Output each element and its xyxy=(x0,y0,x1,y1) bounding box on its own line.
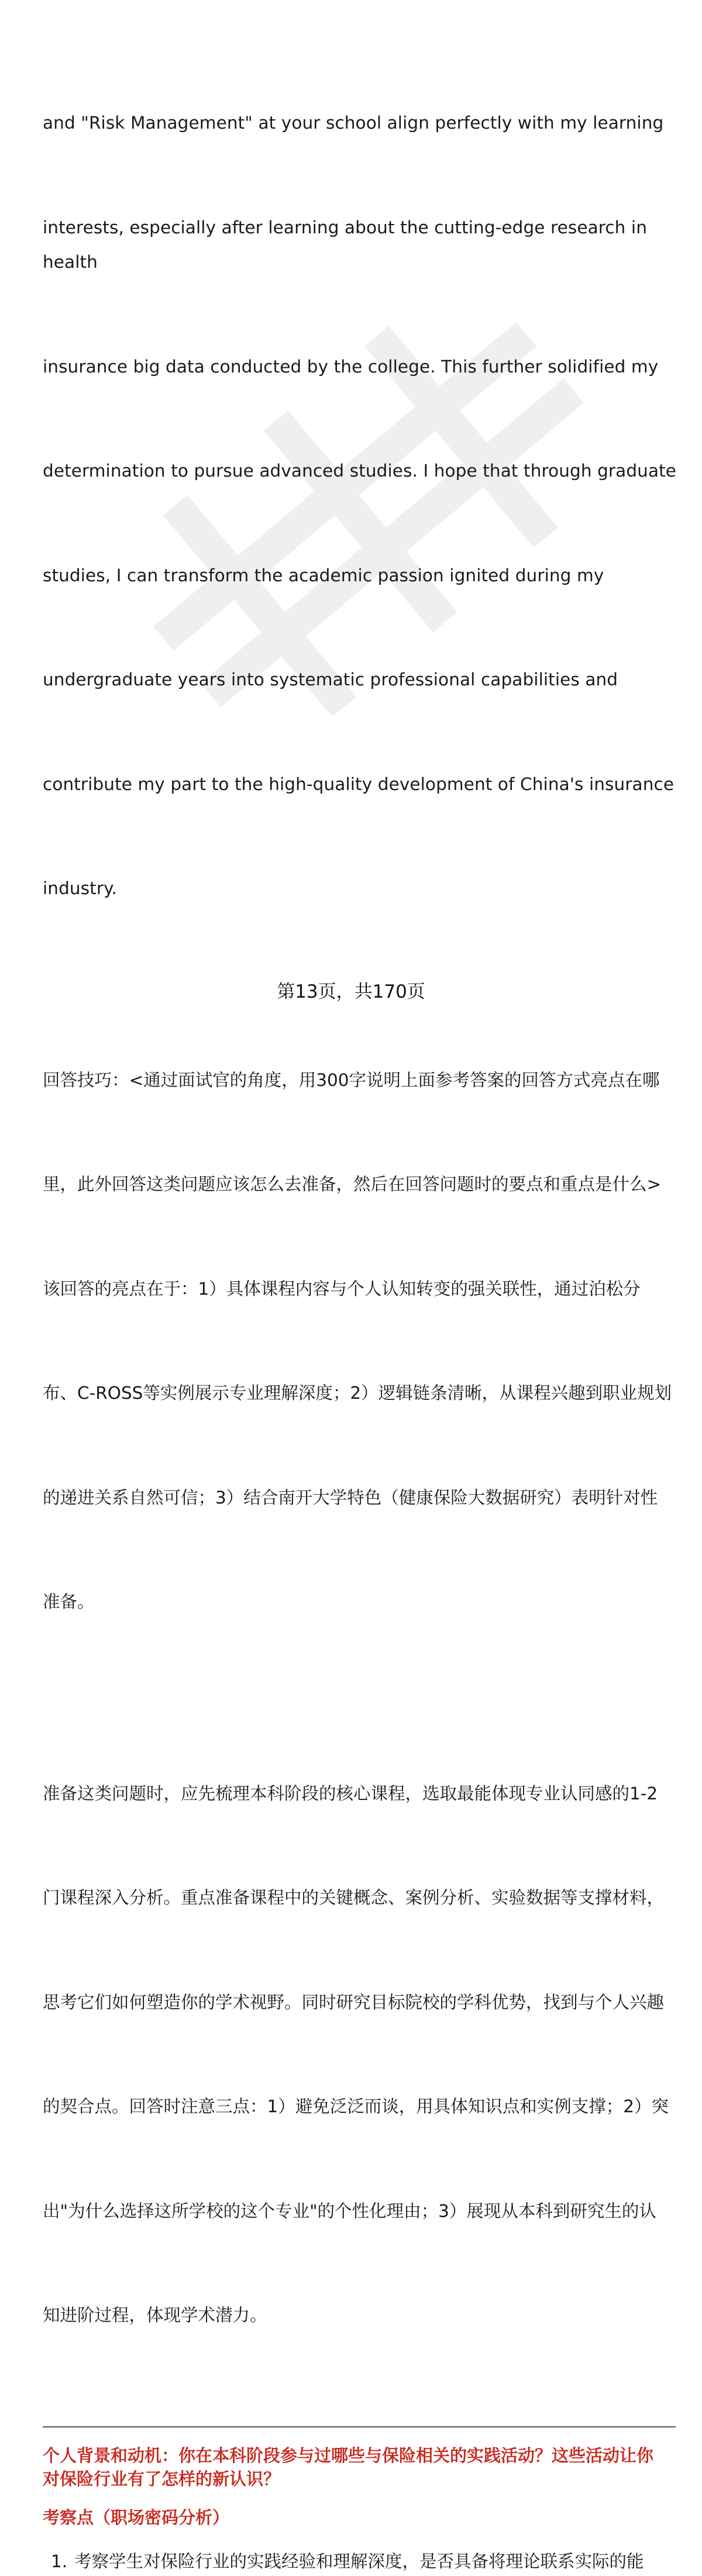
tips-line: 的递进关系自然可信；3）结合南开大学特色（健康保险大数据研究）表明针对性 xyxy=(43,1487,658,1508)
answer-line: determination to pursue advanced studies. I hope that through graduate xyxy=(43,461,677,481)
section-divider xyxy=(43,2426,676,2427)
list-item-text: 考察学生对保险行业的实践经验和理解深度，是否具备将理论联系实际的能 xyxy=(74,2551,644,2571)
answer-line: industry. xyxy=(43,878,117,898)
tips-line: 回答技巧：<通过面试官的角度，用300字说明上面参考答案的回答方式亮点在哪 xyxy=(43,1070,660,1090)
answer-line: contribute my part to the high-quality development of China's insurance xyxy=(43,774,675,794)
list-item-number: 1. xyxy=(51,2551,68,2571)
question-heading xyxy=(43,2444,680,2491)
preparation-paragraph xyxy=(43,1707,680,2403)
prep-line: 思考它们如何塑造你的学术视野。同时研究目标院校的学科优势，找到与个人兴趣 xyxy=(43,1992,665,2012)
assessment-list xyxy=(43,2547,680,2576)
tips-line: 里，此外回答这类问题应该怎么去准备，然后在回答问题时的要点和重点是什么> xyxy=(43,1174,662,1194)
prep-line: 的契合点。回答时注意三点：1）避免泛泛而谈，用具体知识点和实例支撑；2）突 xyxy=(43,2096,669,2116)
answer-line: interests, especially after learning about the cutting-edge research in health xyxy=(43,217,653,272)
answer-line: and "Risk Management" at your school align perfectly with my learning xyxy=(43,113,664,133)
list-item xyxy=(51,2547,680,2576)
tips-line: 准备。 xyxy=(43,1592,95,1612)
answer-line: undergraduate years into systematic professional capabilities and xyxy=(43,670,618,689)
assessment-subheading: 考察点（职场密码分析） xyxy=(43,2507,230,2527)
answer-line: studies, I can transform the academic passion ignited during my xyxy=(43,565,604,585)
question-line: 对保险行业有了怎样的新认识？ xyxy=(43,2468,281,2489)
answer-english-paragraph xyxy=(43,36,680,976)
prep-line: 出"为什么选择这所学校的这个专业"的个性化理由；3）展现从本科到研究生的认 xyxy=(43,2201,656,2221)
answer-line: insurance big data conducted by the college. This further solidified my xyxy=(43,356,659,377)
page-number-footer: 第13页，共170页 xyxy=(277,981,425,1002)
prep-line: 准备这类问题时，应先梳理本科阶段的核心课程，选取最能体现专业认同感的1-2 xyxy=(43,1783,658,1803)
page-content xyxy=(43,36,680,2576)
prep-line: 知进阶过程，体现学术潜力。 xyxy=(43,2305,267,2325)
answer-tips-paragraph xyxy=(43,994,680,1689)
tips-line: 该回答的亮点在于：1）具体课程内容与个人认知转变的强关联性，通过泊松分 xyxy=(43,1278,641,1299)
tips-line: 布、C-ROSS等实例展示专业理解深度；2）逻辑链条清晰，从课程兴趣到职业规划 xyxy=(43,1383,672,1403)
question-line: 个人背景和动机：你在本科阶段参与过哪些与保险相关的实践活动？这些活动让你 xyxy=(43,2445,654,2465)
prep-line: 门课程深入分析。重点准备课程中的关键概念、案例分析、实验数据等支撑材料， xyxy=(43,1888,665,1908)
